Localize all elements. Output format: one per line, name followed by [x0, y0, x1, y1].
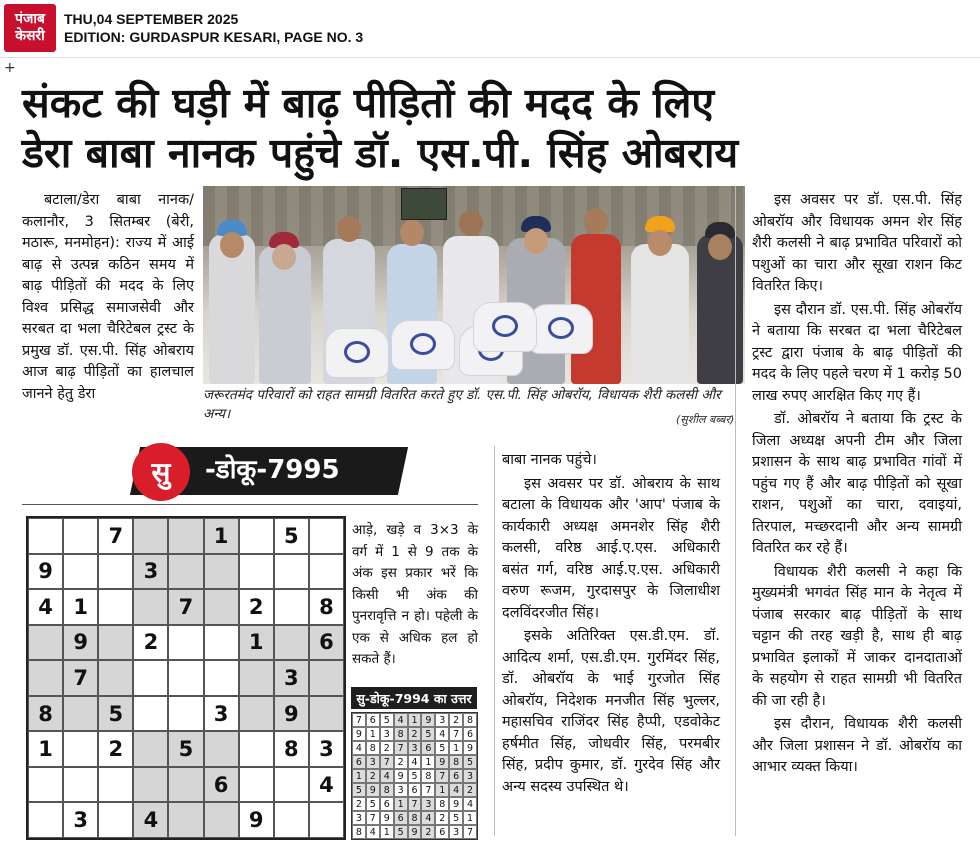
answer-cell: 4 [435, 727, 449, 741]
sudoku-cell[interactable] [309, 696, 344, 732]
sudoku-cell[interactable] [133, 589, 168, 625]
sudoku-cell[interactable] [204, 554, 239, 590]
answer-cell: 9 [394, 769, 408, 783]
photo-face [337, 216, 361, 242]
sudoku-cell[interactable] [133, 731, 168, 767]
sudoku-rules: आड़े, खड़े व 3×3 के वर्ग में 1 से 9 तक के अंक इस प्रकार भरें कि किसी भी अंक की पुनरावृत्ति न हो। पहेली के एक से अधिक हल हो सकते हैं। [352, 522, 478, 667]
answer-cell: 8 [380, 783, 394, 797]
punjab-kesari-logo [4, 4, 56, 52]
answer-cell: 7 [463, 825, 477, 839]
answer-cell: 8 [421, 769, 435, 783]
sudoku-cell: 9 [274, 696, 309, 732]
sudoku-cell[interactable] [204, 625, 239, 661]
photo-caption: जरूरतमंद परिवारों को राहत सामग्री वितरित करते हुए डॉ. एस.पी. सिंह ओबरॉय, विधायक शैरी कलसी और अन्य। [203, 387, 721, 422]
answer-cell: 8 [463, 713, 477, 727]
answer-cell: 2 [366, 769, 380, 783]
sudoku-cell[interactable] [63, 696, 98, 732]
answer-cell: 9 [380, 811, 394, 825]
column-4-paragraph: इस दौरान, विधायक शैरी कलसी और जिला प्रशासन ने डॉ. ओबरॉय का आभार व्यक्त किया। [752, 716, 962, 775]
column-rule [494, 446, 495, 836]
answer-cell: 3 [463, 769, 477, 783]
answer-cell: 4 [394, 713, 408, 727]
answer-title: सु-डोकू-7994 का उत्तर [351, 687, 477, 709]
article-column-1 [22, 190, 194, 407]
sudoku-cell[interactable] [274, 554, 309, 590]
answer-cell: 1 [394, 797, 408, 811]
photo-face [648, 230, 672, 256]
sudoku-cell[interactable] [63, 554, 98, 590]
edition-date: THU,04 SEPTEMBER 2025 [64, 11, 239, 27]
answer-cell: 1 [421, 755, 435, 769]
sudoku-cell[interactable] [239, 767, 274, 803]
answer-cell: 7 [408, 797, 422, 811]
answer-cell: 6 [380, 797, 394, 811]
sudoku-cell: 4 [133, 802, 168, 838]
answer-cell: 9 [421, 713, 435, 727]
answer-cell: 4 [380, 769, 394, 783]
answer-cell: 3 [366, 755, 380, 769]
sudoku-cell[interactable] [28, 660, 63, 696]
sudoku-cell: 4 [309, 767, 344, 803]
relief-bag [391, 320, 455, 370]
answer-grid [351, 712, 478, 840]
sudoku-cell[interactable] [98, 767, 133, 803]
sudoku-cell[interactable] [28, 518, 63, 554]
sudoku-title: -डोकू-7995 [205, 455, 340, 485]
sudoku-cell: 1 [239, 625, 274, 661]
answer-cell: 5 [408, 769, 422, 783]
answer-cell: 3 [352, 811, 366, 825]
answer-cell: 9 [408, 825, 422, 839]
column-3-paragraph: इस अवसर पर डॉ. ओबराय के साथ बटाला के विधायक और 'आप' पंजाब के कार्यकारी अध्यक्ष अमनशेर सिंह शैरी कलसी, वरिष्ठ आई.ए.एस. अधिकारी बसंत गर्ग, वरिष्ठ आई.ए.एस. अधिकारी वरुण रूजम, गुरदासपुर के जिलाधीश दलविंदरजीत सिंह। [502, 475, 720, 621]
sudoku-grid [26, 516, 346, 840]
photo-person [631, 244, 689, 384]
answer-cell: 6 [408, 783, 422, 797]
answer-cell: 5 [435, 741, 449, 755]
sudoku-cell: 6 [309, 625, 344, 661]
sudoku-cell: 2 [239, 589, 274, 625]
answer-cell: 1 [408, 713, 422, 727]
sudoku-cell[interactable] [309, 802, 344, 838]
sudoku-badge: सु [132, 443, 190, 501]
answer-cell: 6 [394, 811, 408, 825]
sudoku-cell: 7 [63, 660, 98, 696]
sudoku-cell[interactable] [168, 767, 203, 803]
answer-cell: 2 [435, 811, 449, 825]
answer-cell: 6 [352, 755, 366, 769]
sudoku-cell[interactable] [309, 554, 344, 590]
answer-cell: 4 [408, 755, 422, 769]
answer-cell: 9 [366, 783, 380, 797]
sudoku-cell: 3 [63, 802, 98, 838]
column-4-paragraph: इस दौरान डॉ. एस.पी. सिंह ओबरॉय ने बताया कि सरबत दा भला चैरिटेबल ट्रस्ट द्वारा पंजाब के बाढ़ पीड़ितों की मदद के लिए पहले चरण में 1 करोड़ 50 लाख रुपए आरक्षित किए गए हैं। [752, 301, 962, 404]
sudoku-cell[interactable] [63, 518, 98, 554]
answer-cell: 9 [352, 727, 366, 741]
sudoku-cell[interactable] [63, 731, 98, 767]
answer-cell: 2 [449, 713, 463, 727]
answer-cell: 1 [463, 811, 477, 825]
answer-cell: 8 [394, 727, 408, 741]
answer-cell: 2 [421, 825, 435, 839]
sudoku-cell[interactable] [204, 802, 239, 838]
answer-cell: 3 [435, 713, 449, 727]
answer-cell: 5 [352, 783, 366, 797]
answer-cell: 6 [449, 769, 463, 783]
sudoku-cell: 3 [204, 696, 239, 732]
sudoku-cell[interactable] [204, 660, 239, 696]
answer-cell: 6 [366, 713, 380, 727]
answer-cell: 4 [449, 783, 463, 797]
answer-cell: 1 [366, 727, 380, 741]
answer-cell: 2 [463, 783, 477, 797]
answer-cell: 1 [435, 783, 449, 797]
column-1-paragraph: बटाला/डेरा बाबा नानक/ कलानौर, 3 सितम्बर (बेरी, मठारू, मनमोहन): राज्य में आई बाढ़ से उत्पन्न कठिन समय में बाढ़ पीड़ितों की मदद के लिए विश्व प्रसिद्ध समाजसेवी और सरबत दा भला चैरिटेबल ट्रस्ट के प्रमुख डॉ. एस.पी. सिंह ओबराय आज बाढ़ पीड़ितों का हालचाल जानने हेतु डेरा [22, 192, 194, 402]
news-photo [203, 186, 745, 384]
sudoku-cell[interactable] [28, 625, 63, 661]
photo-face [584, 208, 608, 234]
sudoku-cell[interactable] [239, 554, 274, 590]
sudoku-cell[interactable] [28, 767, 63, 803]
photo-face [708, 234, 732, 260]
sudoku-cell: 9 [239, 802, 274, 838]
answer-cell: 3 [408, 741, 422, 755]
answer-cell: 7 [421, 783, 435, 797]
sudoku-cell: 5 [274, 518, 309, 554]
answer-cell: 3 [449, 825, 463, 839]
sudoku-cell: 4 [28, 589, 63, 625]
article-column-4 [752, 190, 962, 781]
answer-cell: 5 [449, 811, 463, 825]
sudoku-cell: 7 [168, 589, 203, 625]
sudoku-cell[interactable] [168, 660, 203, 696]
sudoku-cell[interactable] [239, 518, 274, 554]
column-4-paragraph: विधायक शैरी कलसी ने कहा कि मुख्यमंत्री भगवंत सिंह मान के नेतृत्व में पंजाब सरकार बाढ़ पीड़ितों के साथ चट्टान की तरह खड़ी है, साथ ही बाढ़ प्रभावित इलाकों में जाकर दानदाताओं के सहयोग से राहत सामग्री भी वितरित की जा रही है। [752, 563, 962, 709]
column-3-paragraph: इसके अतिरिक्त एस.डी.एम. डॉ. आदित्य शर्मा, एस.डी.एम. गुरमिंदर सिंह, डॉ. ओबरॉय के भाई गुरजोत सिंह ओबरॉय, निदेशक मनजीत सिंह भुल्लर, महासचिव राजिंदर सिंह हैप्पी, एडवोकेट हर्षमीत सिंह, जोधवीर सिंह, परमबीर सिंह, प्रदीप कुमार, डॉ. गुरदेव सिंह और अन्य सदस्य उपस्थित थे। [502, 628, 720, 795]
column-rule [735, 186, 736, 836]
answer-cell: 7 [366, 811, 380, 825]
sudoku-cell[interactable] [98, 625, 133, 661]
photo-face [220, 232, 244, 258]
answer-cell: 4 [366, 825, 380, 839]
photo-face [272, 244, 296, 270]
headline-line-2: डेरा बाबा नानक पहुंचे डॉ. एस.पी. सिंह ओबराय [22, 129, 739, 177]
answer-cell: 5 [421, 727, 435, 741]
answer-cell: 2 [394, 755, 408, 769]
sudoku-cell[interactable] [98, 589, 133, 625]
answer-cell: 7 [352, 713, 366, 727]
column-3-paragraph: बाबा नानक पहुंचे। [502, 452, 597, 468]
answer-cell: 8 [449, 755, 463, 769]
sudoku-cell: 1 [204, 518, 239, 554]
answer-cell: 9 [449, 797, 463, 811]
sudoku-cell[interactable] [168, 625, 203, 661]
sudoku-cell: 6 [204, 767, 239, 803]
sudoku-cell[interactable] [274, 625, 309, 661]
photo-credit: (सुशील बब्बर) [676, 413, 735, 426]
answer-cell: 4 [421, 811, 435, 825]
sudoku-cell: 8 [309, 589, 344, 625]
sudoku-cell: 8 [274, 731, 309, 767]
sudoku-cell[interactable] [98, 660, 133, 696]
sudoku-cell: 1 [63, 589, 98, 625]
sudoku-cell: 5 [98, 696, 133, 732]
sudoku-cell[interactable] [239, 696, 274, 732]
sudoku-cell[interactable] [133, 696, 168, 732]
answer-cell: 6 [463, 727, 477, 741]
answer-cell: 8 [435, 797, 449, 811]
answer-cell: 1 [352, 769, 366, 783]
answer-cell: 6 [435, 825, 449, 839]
answer-cell: 7 [435, 769, 449, 783]
sudoku-cell[interactable] [204, 589, 239, 625]
section-divider [22, 504, 478, 505]
answer-cell: 7 [394, 741, 408, 755]
sudoku-cell[interactable] [98, 554, 133, 590]
edition-meta [64, 10, 363, 46]
sudoku-cell: 3 [309, 731, 344, 767]
answer-cell: 8 [352, 825, 366, 839]
answer-cell: 2 [380, 741, 394, 755]
answer-cell: 8 [366, 741, 380, 755]
answer-cell: 2 [352, 797, 366, 811]
photo-face [400, 220, 424, 246]
sudoku-cell: 9 [63, 625, 98, 661]
article-column-3 [502, 450, 720, 800]
crop-mark-icon: + [4, 60, 16, 76]
answer-cell: 5 [380, 713, 394, 727]
edition-name: EDITION: GURDASPUR KESARI, PAGE NO. 3 [64, 29, 364, 45]
column-4-paragraph: डॉ. ओबरॉय ने बताया कि ट्रस्ट के जिला अध्यक्ष अपनी टीम और जिला प्रशासन के साथ बाढ़ प्रभावित गांवों में पहुंच गए हैं और बाढ़ पीड़ितों को सूखा राशन, पशुओं का चारा, दवाइयां, तिरपाल, मच्छरदानी और अन्य सामग्री वितरित कर रहे हैं। [752, 411, 962, 556]
sudoku-cell: 7 [98, 518, 133, 554]
answer-cell: 5 [366, 797, 380, 811]
headline-line-1: संकट की घड़ी में बाढ़ पीड़ितों की मदद के लिए [22, 79, 715, 127]
sudoku-cell[interactable] [274, 767, 309, 803]
answer-cell: 3 [421, 797, 435, 811]
sudoku-cell: 8 [28, 696, 63, 732]
sudoku-cell[interactable] [98, 802, 133, 838]
answer-cell: 4 [463, 797, 477, 811]
column-4-paragraph: इस अवसर पर डॉ. एस.पी. सिंह ओबरॉय और विधायक अमन शेर सिंह शैरी कलसी ने बाढ़ प्रभावित परिवारों को पशुओं का चारा और सूखा राशन किट वितरित किए। [752, 192, 962, 294]
logo-line-2: केसरी [15, 28, 45, 44]
answer-cell: 5 [394, 825, 408, 839]
sudoku-cell[interactable] [239, 660, 274, 696]
headline [22, 78, 972, 178]
relief-bag [325, 328, 389, 378]
answer-cell: 2 [408, 727, 422, 741]
sudoku-cell: 1 [28, 731, 63, 767]
sudoku-cell[interactable] [274, 802, 309, 838]
sudoku-cell: 3 [274, 660, 309, 696]
sudoku-cell: 2 [133, 625, 168, 661]
sudoku-cell[interactable] [168, 696, 203, 732]
sudoku-cell[interactable] [168, 802, 203, 838]
sudoku-cell: 2 [98, 731, 133, 767]
sudoku-cell[interactable] [133, 660, 168, 696]
sudoku-cell[interactable] [309, 518, 344, 554]
answer-cell: 7 [449, 727, 463, 741]
photo-face [459, 210, 483, 236]
logo-line-1: पंजाब [15, 11, 45, 27]
sudoku-cell: 3 [133, 554, 168, 590]
sudoku-cell[interactable] [168, 518, 203, 554]
relief-bag [473, 302, 537, 352]
answer-cell: 3 [380, 727, 394, 741]
answer-cell: 6 [421, 741, 435, 755]
photo-face [524, 228, 548, 254]
sudoku-cell[interactable] [239, 731, 274, 767]
sudoku-cell: 5 [168, 731, 203, 767]
photo-signboard [401, 188, 447, 220]
sudoku-cell[interactable] [274, 589, 309, 625]
answer-cell: 4 [352, 741, 366, 755]
relief-bag [529, 304, 593, 354]
sudoku-cell[interactable] [309, 660, 344, 696]
sudoku-cell[interactable] [204, 731, 239, 767]
answer-cell: 1 [380, 825, 394, 839]
answer-cell: 1 [449, 741, 463, 755]
sudoku-cell[interactable] [133, 767, 168, 803]
sudoku-cell[interactable] [168, 554, 203, 590]
sudoku-cell[interactable] [133, 518, 168, 554]
sudoku-cell[interactable] [28, 802, 63, 838]
sudoku-cell: 9 [28, 554, 63, 590]
answer-cell: 7 [380, 755, 394, 769]
answer-cell: 8 [408, 811, 422, 825]
answer-cell: 5 [463, 755, 477, 769]
sudoku-cell[interactable] [63, 767, 98, 803]
answer-cell: 9 [463, 741, 477, 755]
answer-cell: 9 [435, 755, 449, 769]
answer-cell: 3 [394, 783, 408, 797]
